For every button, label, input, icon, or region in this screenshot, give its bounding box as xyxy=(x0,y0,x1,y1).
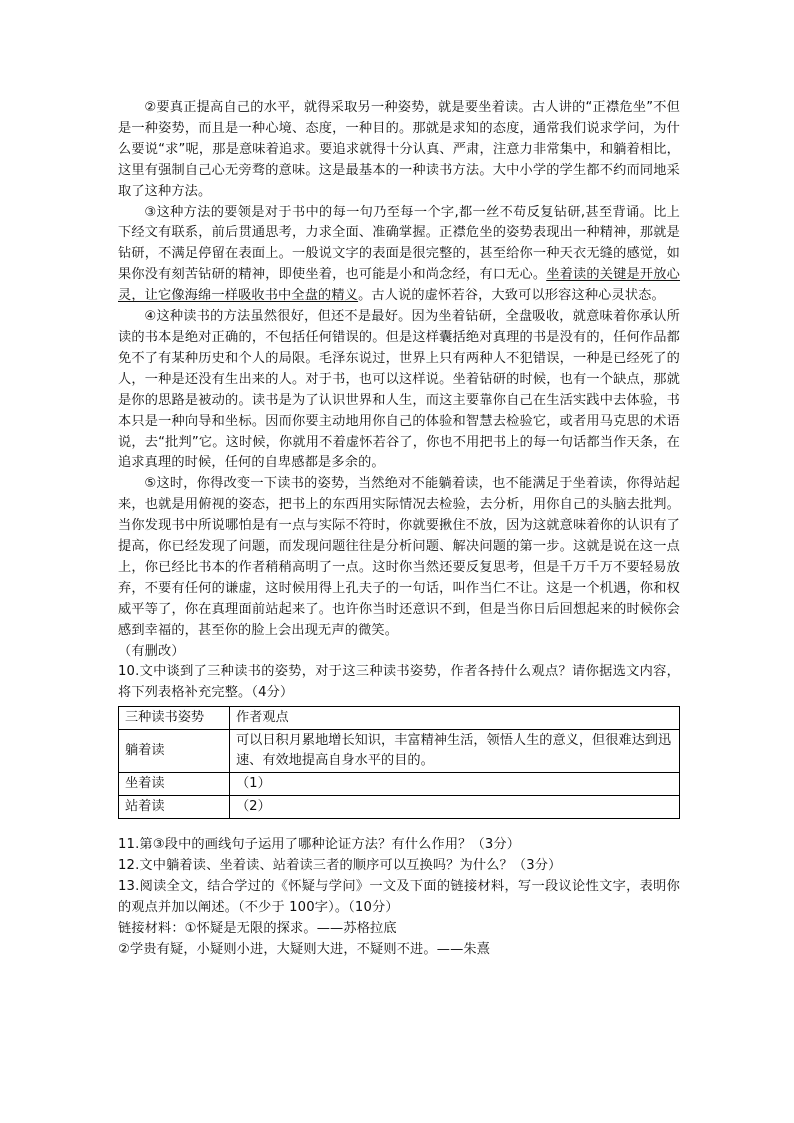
table-cell-blank: （2） xyxy=(230,796,680,819)
paragraph-2: ②要真正提高自己的水平，就得采取另一种姿势，就是要坐着读。古人讲的“正襟危坐”不但是一种姿势，而且是一种心境、态度，一种目的。那就是求知的态度，通常我们说求学问，为什么要说“求”呢，那是意味着追求。要追求就得十分认真、严肃，注意力非常集中，和躺着相比，这里有强制自己心无旁骛的意味。这是最基本的一种读书方法。大中小学的学生都不约而同地采取了这种方法。 xyxy=(118,100,680,199)
question-11: 11.第③段中的画线句子运用了哪种论证方法？有什么作用？（3分） xyxy=(118,837,521,853)
paragraph-3 xyxy=(118,203,680,308)
table-row xyxy=(119,773,680,796)
paragraph-3-tail: 。古人说的虚怀若谷，大致可以形容这种心灵状态。 xyxy=(358,288,665,304)
questions-block xyxy=(118,835,680,960)
table-header-cell: 作者观点 xyxy=(230,707,680,730)
table-cell-blank: （1） xyxy=(230,773,680,796)
table-cell-view: 可以日积月累地增长知识，丰富精神生活，领悟人生的意义，但很难达到迅速、有效地提高自身水平的目的。 xyxy=(230,730,680,773)
question-12: 12.文中躺着读、坐着读、站着读三者的顺序可以互换吗？为什么？（3分） xyxy=(118,858,562,874)
underlined-sentence: 坐着读的关键是开放心灵，让它像海绵一样吸收书中全盘的精义 xyxy=(118,267,681,304)
table-row xyxy=(119,730,680,773)
table-cell-posture: 坐着读 xyxy=(119,773,230,796)
paragraph-4: ④这种读书的方法虽然很好，但还不是最好。因为坐着钻研，全盘吸收，就意味着你承认所读的书本是绝对正确的，不包括任何错误的。但是这样囊括绝对真理的书是没有的，任何作品都免不了有某种历史和个人的局限。毛泽东说过，世界上只有两种人不犯错误，一种是已经死了的人，一种是还没有生出来的人。对于书，也可以这样说。坐着钻研的时候，也有一个缺点，那就是你的思路是被动的。读书是为了认识世界和人生，而这主要靠你自己在生活实践中去体验，书本只是一种向导和坐标。因而你要主动地用你自己的体验和智慧去检验它，或者用马克思的术语说，去“批判”它。这时候，你就用不着虚怀若谷了，你也不用把书上的每一句话都当作天条，在追求真理的时候，任何的自卑感都是多余的。 xyxy=(118,309,680,471)
table-header-row xyxy=(119,707,680,730)
question-13: 13.阅读全文，结合学过的《怀疑与学问》一文及下面的链接材料，写一段议论性文字，表明你的观点并加以阐述。（不少于 100字）。（10分） xyxy=(118,879,680,915)
question-10: 10.文中谈到了三种读书的姿势，对于这三种读书姿势，作者各持什么观点？请你据选文内容，将下列表格补充完整。（4分） xyxy=(118,664,680,701)
table-cell-posture: 站着读 xyxy=(119,796,230,819)
table-header-cell: 三种读书姿势 xyxy=(119,707,230,730)
link-material-2: ②学贵有疑，小疑则小进，大疑则大进，不疑则不进。——朱熹 xyxy=(118,941,491,957)
table-row xyxy=(119,796,680,819)
exam-page xyxy=(118,98,680,961)
answer-table xyxy=(118,706,680,819)
table-cell-posture: 躺着读 xyxy=(119,730,230,773)
paragraph-5: ⑤这时，你得改变一下读书的姿势，当然绝对不能躺着读，也不能满足于坐着读，你得站起来，也就是用俯视的姿态，把书上的东西用实际情况去检验，去分析，用你自己的头脑去批判。当你发现书中所说哪怕是有一点与实际不符时，你就要揪住不放，因为这就意味着你的认识有了提高，你已经发现了问题，而发现问题往往是分析问题、解决问题的第一步。这就是说在这一点上，你已经比书本的作者稍稍高明了一点。这时你当然还要反复思考，但是千万千万不要轻易放弃，不要有任何的谦虚，这时候用得上孔夫子的一句话，叫作当仁不让。这是一个机遇，你和权威平等了，你在真理面前站起来了。也许你当时还意识不到，但是当你日后回想起来的时候你会感到幸福的，甚至你的脸上会出现无声的微笑。 xyxy=(118,476,680,638)
edit-note: （有删改） xyxy=(118,643,185,659)
paragraph-3-text: ③这种方法的要领是对于书中的每一句乃至每一个字,都一丝不苟反复钻研,甚至背诵。比上下经文有联系，前后贯通思考，力求全面、准确掌握。正襟危坐的姿势表现出一种精神，那就是钻研，不满足停留在表面上。一般说文字的表面是很完整的，甚至给你一种天衣无缝的感觉，如果你没有刻苦钻研的精神，即使坐着，也可能是小和尚念经，有口无心。 xyxy=(118,204,680,283)
link-material-1: 链接材料：①怀疑是无限的探求。——苏格拉底 xyxy=(118,920,397,936)
